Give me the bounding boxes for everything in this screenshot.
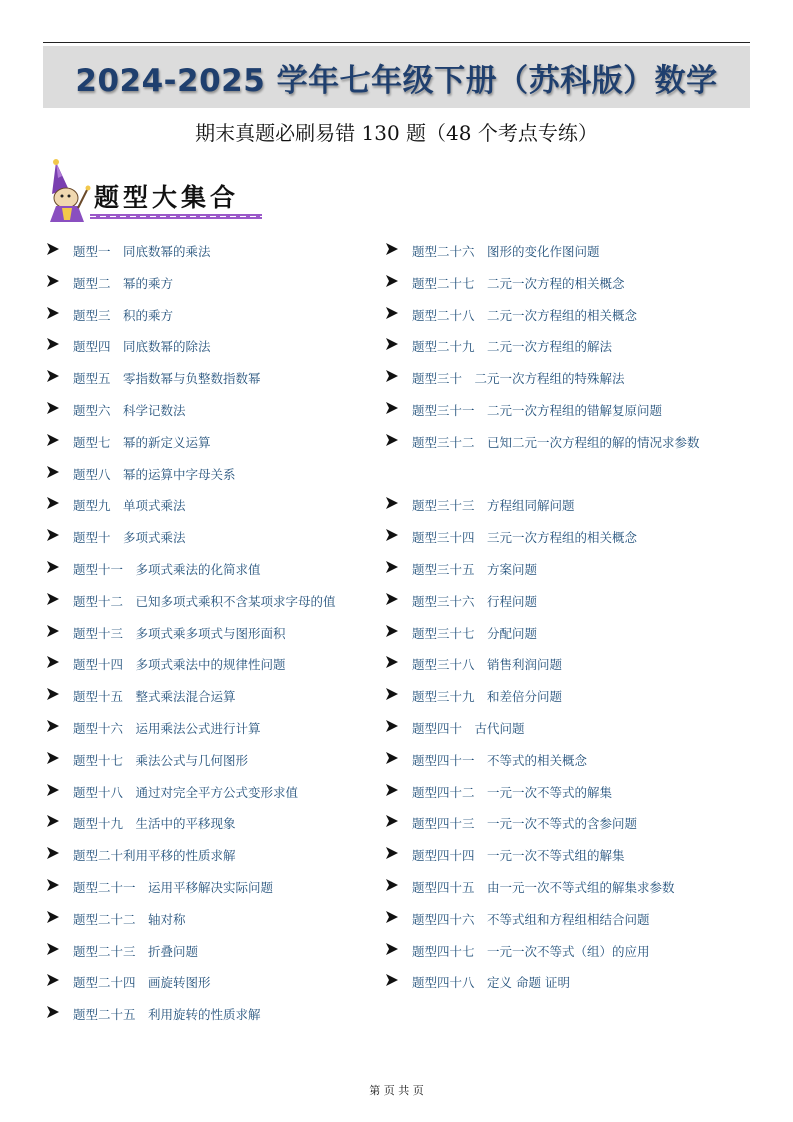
arrow-bullet-icon — [385, 369, 399, 383]
arrow-bullet-icon — [385, 528, 399, 542]
arrow-bullet-icon — [46, 846, 60, 860]
topic-label[interactable]: 题型十 多项式乘法 — [73, 530, 186, 546]
topic-item[interactable] — [46, 745, 371, 777]
topic-item[interactable] — [46, 586, 371, 618]
topic-item[interactable] — [46, 363, 371, 395]
topic-item[interactable] — [46, 236, 371, 268]
topic-label[interactable]: 题型二十利用平移的性质求解 — [73, 848, 236, 864]
topic-item[interactable] — [46, 840, 371, 872]
topic-item[interactable] — [46, 713, 371, 745]
topic-label[interactable]: 题型四十六 不等式组和方程组相结合问题 — [412, 911, 650, 927]
arrow-bullet-icon — [46, 783, 60, 797]
topic-label[interactable]: 题型三十一 二元一次方程组的错解复原问题 — [412, 402, 663, 418]
arrow-bullet-icon — [46, 369, 60, 383]
topic-label[interactable]: 题型九 单项式乘法 — [73, 498, 186, 514]
topic-label[interactable]: 题型一 同底数幂的乘法 — [73, 244, 211, 259]
arrow-bullet-icon — [46, 624, 60, 638]
arrow-bullet-icon — [385, 973, 399, 987]
topic-label[interactable]: 题型十七 乘法公式与几何图形 — [73, 752, 249, 768]
topic-label[interactable]: 题型十五 整式乘法混合运算 — [73, 689, 236, 705]
topic-label[interactable]: 题型十六 运用乘法公式进行计算 — [73, 720, 261, 736]
arrow-bullet-icon — [385, 942, 399, 956]
topic-item[interactable] — [385, 395, 725, 427]
topic-label[interactable]: 题型四 同底数幂的除法 — [73, 339, 211, 355]
topic-item[interactable] — [46, 459, 371, 491]
arrow-bullet-icon — [46, 687, 60, 701]
arrow-bullet-icon — [46, 496, 60, 510]
arrow-bullet-icon — [46, 465, 60, 479]
topic-item[interactable] — [46, 268, 371, 300]
topic-item[interactable] — [46, 427, 371, 459]
topic-label[interactable]: 题型四十一 不等式的相关概念 — [412, 752, 588, 768]
arrow-bullet-icon — [385, 242, 399, 256]
topic-label[interactable]: 题型十九 生活中的平移现象 — [73, 816, 236, 832]
page-title: 2024-2025 学年七年级下册（苏科版）数学 — [75, 62, 718, 99]
topic-label[interactable]: 题型六 科学记数法 — [73, 402, 186, 418]
page-footer: 第 页 共 页 — [369, 1084, 424, 1097]
arrow-bullet-icon — [46, 973, 60, 987]
topic-label[interactable]: 题型三十七 分配问题 — [412, 625, 538, 641]
topic-item[interactable] — [385, 236, 725, 268]
page-subtitle: 期末真题必刷易错 130 题（48 个考点专练） — [195, 121, 598, 145]
topic-item[interactable] — [385, 840, 725, 872]
arrow-bullet-icon — [385, 433, 399, 447]
topic-label[interactable]: 题型二 幂的乘方 — [73, 275, 174, 291]
topic-item[interactable] — [46, 618, 371, 650]
arrow-bullet-icon — [46, 306, 60, 320]
topic-label[interactable]: 题型二十七 二元一次方程的相关概念 — [412, 275, 625, 291]
arrow-bullet-icon — [46, 592, 60, 606]
arrow-bullet-icon — [385, 783, 399, 797]
topic-item[interactable] — [46, 808, 371, 840]
arrow-bullet-icon — [46, 433, 60, 447]
topic-label[interactable]: 题型三十二 已知二元一次方程组的解的情况求参数 — [412, 434, 700, 450]
arrow-bullet-icon — [385, 306, 399, 320]
topic-item[interactable] — [385, 681, 725, 713]
topic-label[interactable]: 题型二十四 画旋转图形 — [73, 975, 211, 991]
topic-label[interactable]: 题型十四 多项式乘法中的规律性问题 — [73, 657, 286, 673]
topic-item[interactable] — [46, 967, 371, 999]
topic-label[interactable]: 题型十二 已知多项式乘积不含某项求字母的值 — [73, 593, 336, 609]
topic-item[interactable] — [46, 395, 371, 427]
topic-item[interactable] — [385, 363, 725, 395]
arrow-bullet-icon — [385, 496, 399, 510]
topic-item[interactable] — [385, 300, 725, 332]
topic-item[interactable] — [385, 331, 725, 363]
arrow-bullet-icon — [46, 655, 60, 669]
topic-label[interactable]: 题型四十三 一元一次不等式的含参问题 — [412, 816, 638, 832]
topic-label[interactable]: 题型三十五 方案问题 — [412, 561, 538, 577]
topic-item[interactable] — [46, 936, 371, 968]
topic-item[interactable] — [46, 904, 371, 936]
arrow-bullet-icon — [385, 560, 399, 574]
arrow-bullet-icon — [46, 401, 60, 415]
topic-item[interactable] — [46, 331, 371, 363]
arrow-bullet-icon — [385, 814, 399, 828]
topic-item[interactable] — [385, 808, 725, 840]
topic-item[interactable] — [385, 649, 725, 681]
arrow-bullet-icon — [46, 942, 60, 956]
arrow-bullet-icon — [385, 274, 399, 288]
topic-label[interactable]: 题型四十七 一元一次不等式（组）的应用 — [412, 943, 650, 959]
topic-label[interactable]: 题型四十二 一元一次不等式的解集 — [412, 784, 613, 800]
topic-label[interactable]: 题型二十二 轴对称 — [73, 911, 186, 927]
topic-item[interactable] — [46, 999, 371, 1031]
topic-label[interactable]: 题型五 零指数幂与负整数指数幂 — [73, 371, 261, 387]
arrow-bullet-icon — [46, 814, 60, 828]
section-heading: 题型大集合 — [94, 183, 240, 212]
arrow-bullet-icon — [46, 1005, 60, 1019]
topic-item[interactable] — [385, 713, 725, 745]
topic-label[interactable]: 题型二十三 折叠问题 — [73, 943, 199, 959]
arrow-bullet-icon — [46, 337, 60, 351]
top-rule — [43, 42, 750, 43]
topic-label[interactable]: 题型二十五 利用旋转的性质求解 — [73, 1007, 261, 1023]
topic-label[interactable]: 题型十八 通过对完全平方公式变形求值 — [73, 784, 299, 800]
topic-item[interactable] — [385, 618, 725, 650]
topic-label[interactable]: 题型四十 古代问题 — [412, 720, 525, 736]
topic-item[interactable] — [385, 554, 725, 586]
topic-label[interactable]: 题型四十八 定义 命题 证明 — [412, 975, 570, 991]
topic-item[interactable] — [46, 872, 371, 904]
arrow-bullet-icon — [46, 528, 60, 542]
topic-label[interactable]: 题型十三 多项式乘多项式与图形面积 — [73, 625, 286, 641]
topic-label[interactable]: 题型三十八 销售利润问题 — [412, 657, 563, 673]
topic-item[interactable] — [385, 490, 725, 522]
arrow-bullet-icon — [385, 751, 399, 765]
topic-item[interactable] — [385, 427, 725, 491]
topic-item[interactable] — [385, 522, 725, 554]
title-banner — [43, 46, 750, 108]
topic-label[interactable]: 题型三十六 行程问题 — [412, 593, 538, 609]
topic-label[interactable]: 题型四十五 由一元一次不等式组的解集求参数 — [412, 879, 675, 895]
arrow-bullet-icon — [46, 878, 60, 892]
topic-label[interactable]: 题型十一 多项式乘法的化简求值 — [73, 561, 261, 577]
arrow-bullet-icon — [46, 719, 60, 733]
arrow-bullet-icon — [385, 401, 399, 415]
topic-item[interactable] — [46, 490, 371, 522]
arrow-bullet-icon — [385, 337, 399, 351]
arrow-bullet-icon — [46, 910, 60, 924]
topic-item[interactable] — [46, 777, 371, 809]
topic-item[interactable] — [385, 777, 725, 809]
topic-item[interactable] — [46, 300, 371, 332]
topic-item[interactable] — [385, 872, 725, 904]
topic-item[interactable] — [385, 936, 725, 968]
arrow-bullet-icon — [385, 878, 399, 892]
topic-item[interactable] — [46, 554, 371, 586]
topic-label[interactable]: 题型四十四 一元一次不等式组的解集 — [412, 848, 625, 864]
topic-item[interactable] — [385, 268, 725, 300]
arrow-bullet-icon — [385, 910, 399, 924]
topic-item[interactable] — [46, 649, 371, 681]
topic-label[interactable]: 题型三十三 方程组同解问题 — [412, 498, 575, 514]
arrow-bullet-icon — [46, 751, 60, 765]
arrow-bullet-icon — [385, 624, 399, 638]
topic-label[interactable]: 题型八 幂的运算中字母关系 — [73, 466, 236, 482]
arrow-bullet-icon — [46, 274, 60, 288]
topic-item[interactable] — [385, 904, 725, 936]
topic-label[interactable]: 题型二十一 运用平移解决实际问题 — [73, 879, 274, 895]
topic-list-right — [385, 236, 725, 999]
topic-label[interactable]: 题型二十九 二元一次方程组的解法 — [412, 339, 613, 355]
topic-item[interactable] — [46, 522, 371, 554]
topic-label[interactable]: 题型二十六 图形的变化作图问题 — [412, 244, 600, 259]
arrow-bullet-icon — [385, 846, 399, 860]
topic-label[interactable]: 题型三十九 和差倍分问题 — [412, 689, 563, 705]
arrow-bullet-icon — [46, 560, 60, 574]
arrow-bullet-icon — [385, 592, 399, 606]
topic-label[interactable]: 题型二十八 二元一次方程组的相关概念 — [412, 307, 638, 323]
topic-label[interactable]: 题型七 幂的新定义运算 — [73, 434, 211, 450]
section-logo — [48, 158, 268, 228]
arrow-bullet-icon — [385, 719, 399, 733]
topic-item[interactable] — [385, 586, 725, 618]
arrow-bullet-icon — [385, 687, 399, 701]
topic-label[interactable]: 题型三十 二元一次方程组的特殊解法 — [412, 371, 625, 387]
topic-label[interactable]: 题型三 积的乘方 — [73, 307, 174, 323]
arrow-bullet-icon — [385, 655, 399, 669]
topic-item[interactable] — [46, 681, 371, 713]
arrow-bullet-icon — [46, 242, 60, 256]
topic-item[interactable] — [385, 967, 725, 999]
topic-list-left — [46, 236, 371, 1031]
topic-label[interactable]: 题型三十四 三元一次方程组的相关概念 — [412, 530, 638, 546]
topic-item[interactable] — [385, 745, 725, 777]
